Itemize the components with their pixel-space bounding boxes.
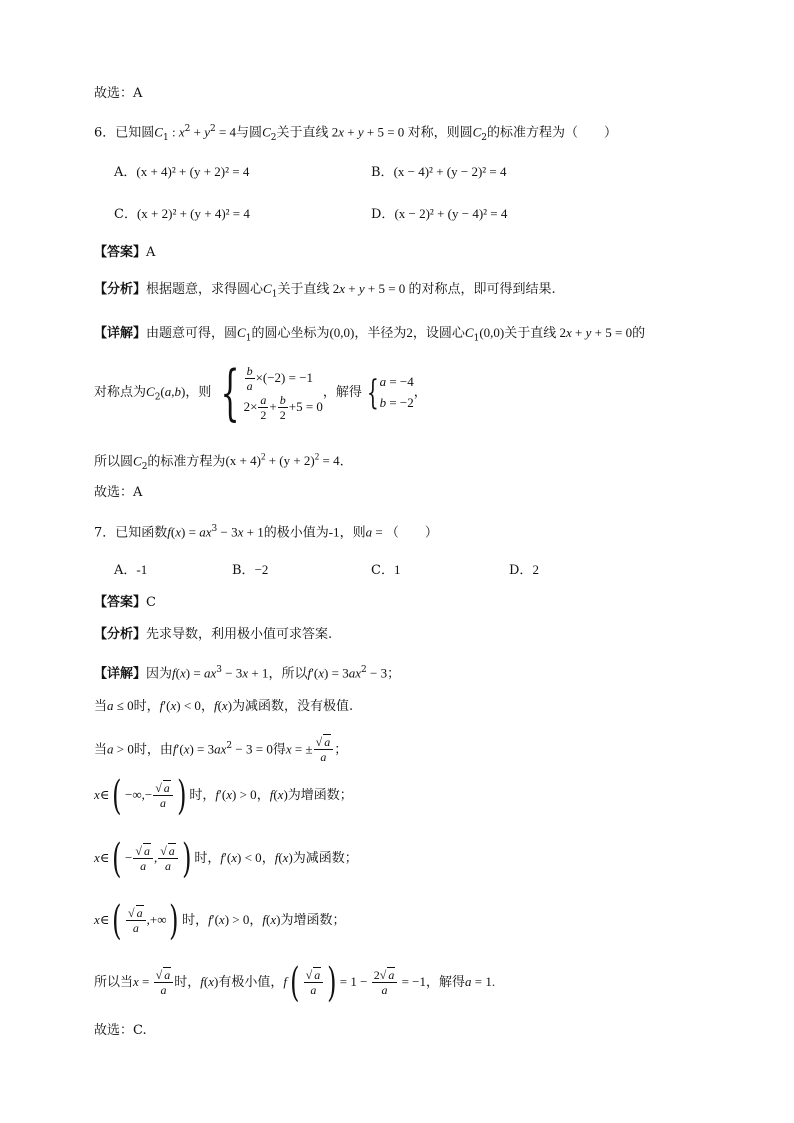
q7-number: 7． [94,525,116,541]
answer-value: A [146,245,156,260]
q6-option-b-expr: (x − 4)² + (y − 2)² = 4 [393,164,507,179]
q6-option-c-expr: (x + 2)² + (y + 4)² = 4 [136,206,250,221]
q6-number: 6． [94,125,116,141]
q6-stem: 6．已知圆$C_1$ : $x^2 + y^2 = 4$与圆$C_2$关于直线 2x + y + 5 = 0 对称，则圆$C_2$的标准方程为（ ） [94,124,617,143]
q6-stem-e: 的标准方程为（ ） [486,125,617,141]
q7-option-a[interactable]: A．-1 [114,562,148,578]
q7-final: 所以当x = $\frac{√ a}{a}$ 时，f(x)有极小值，f( $\frac{√ a}{a}$ ) = 1 − $\frac{2√ a}{a}$ = −1，解得a = 1. [94,959,496,1006]
q6-detail: 【详解】由题意可得，圆$C_1$的圆心坐标为(0,0)，半径为2，设圆心$C_1(0,0)$关于直线 2x + y + 5 = 0的 [94,325,646,344]
q6-stem-a: 已知圆 [115,125,155,141]
q7-choice: 故选：C. [94,1023,147,1038]
q6-stem-b: 与圆 [236,125,263,141]
q7-option-c[interactable]: C．1 [371,562,401,578]
q7-interval-3: x∈( $\frac{√ a}{a}$ ,+∞) 时，f′(x) > 0，f(x)为增函数； [94,897,346,944]
q6-option-c[interactable]: C．(x + 2)² + (y + 4)² = 4 [114,206,250,222]
q6-answer [94,243,754,263]
q7-case-a-gt-0: 当a > 0时，由$f'(x) = 3ax^2 - 3 = 0$得x = ± $\frac{√ a}{a}$ ； [94,735,348,765]
q7-option-d[interactable]: D．2 [509,562,539,578]
q6-option-a[interactable]: A．(x + 4)² + (y + 2)² = 4 [114,164,250,180]
q7-interval-1: x∈( −∞,− $\frac{√ a}{a}$ ) 时，f′(x) > 0，f(x)为增函数； [94,772,353,819]
q6-symmetric-point: 对称点为$C_2(a,b)$，则 { $\frac{b}{a}$ ×(−2) = −1 2× $\frac{a}{2}$ + $\frac{b}{2}$ +5 = 0 ，解得 { a = −4 b = −2 ， [94,357,427,428]
q7-interval-2: x∈( − $\frac{√ a}{a}$ , $\frac{√ a}{a}$ ) 时，f′(x) < 0，f(x)为减函数； [94,835,358,882]
q6-conclusion: 所以圆$C_2$的标准方程为$(x + 4)^2 + (y + 2)^2 = 4$. [94,452,344,472]
q7-detail: 【详解】因为$f(x) = ax^3 - 3x + 1$，所以$f'(x) = 3ax^2 - 3$； [94,665,401,682]
q7-stem: 7．已知函数$f(x) = ax^3 - 3x + 1$的极小值为-1，则a = （ ） [94,524,438,541]
answer-tag: 【答案】 [94,245,147,260]
q6-analysis: 【分析】根据题意，求得圆心$C_1$关于直线 2x + y + 5 = 0 的对称点，即可得到结果. [94,281,556,300]
q6-option-b[interactable]: B．(x − 4)² + (y − 2)² = 4 [371,164,507,180]
q6-option-d-expr: (x − 2)² + (y − 4)² = 4 [394,206,508,221]
q6-stem-c: 关于直线 [276,125,329,141]
q6-choice: 故选：A [94,485,143,500]
q7-answer: 【答案】C [94,595,156,610]
q7-option-b[interactable]: B．−2 [232,562,269,578]
q6-option-d[interactable]: D．(x − 2)² + (y − 4)² = 4 [371,206,508,222]
q5-choice: 故选：A [94,86,143,101]
q6-option-a-expr: (x + 4)² + (y + 2)² = 4 [136,164,250,179]
q7-case-a-le-0: 当a ≤ 0时，f′(x) < 0，f(x)为减函数，没有极值. [94,698,354,714]
q7-analysis: 【分析】先求导数，利用极小值可求答案. [94,627,333,642]
q6-stem-d: 对称，则圆 [407,125,473,141]
